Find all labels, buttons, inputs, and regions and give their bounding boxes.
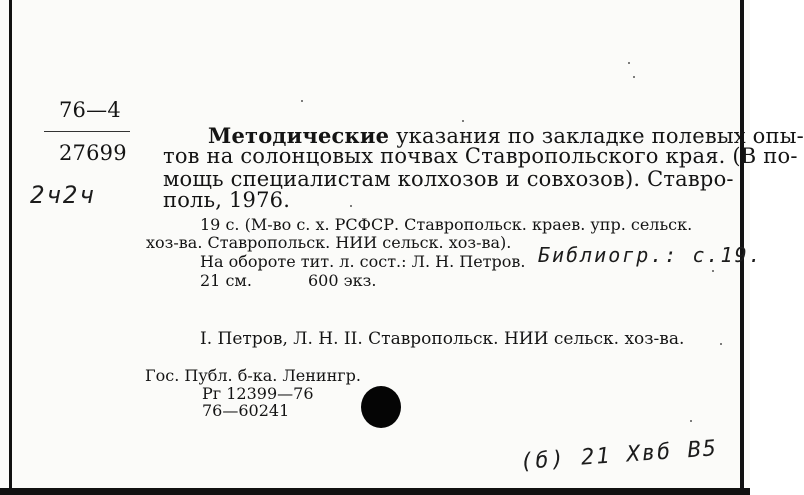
title-line-3: мощь специалистам колхозов и совхозов). Ставро-: [163, 167, 734, 191]
collation-line-3: На обороте тит. л. сост.: Л. Н. Петров.: [200, 252, 526, 271]
handwritten-bottom-right: (б) 21 Хвб В5: [519, 436, 719, 475]
shelfmark-rule: [44, 131, 130, 132]
card-bottom-edge: [0, 488, 750, 495]
title-line-2: тов на солонцовых почвах Ставропольского края. (В по-: [163, 144, 798, 168]
holding-line-2: Рг 12399—76: [202, 384, 314, 403]
holding-line-1: Гос. Публ. б-ка. Ленингр.: [145, 366, 361, 385]
speck: [690, 420, 692, 422]
handwritten-bibliography: Библиогр.: с.19.: [538, 243, 763, 267]
speck: [712, 270, 714, 272]
copies-note: 600 экз.: [308, 271, 377, 290]
collation-line-1: 19 с. (М-во с. х. РСФСР. Ставропольск. краев. упр. сельск.: [200, 215, 693, 234]
punch-hole: [361, 386, 401, 428]
handwritten-mark-left: 2ч2ч: [30, 181, 96, 209]
holding-line-3: 76—60241: [202, 401, 290, 420]
card-left-edge: [9, 0, 12, 495]
speck: [628, 62, 630, 64]
size-note: 21 см.: [200, 271, 252, 290]
tracings: I. Петров, Л. Н. II. Ставропольск. НИИ сельск. хоз-ва.: [200, 329, 685, 349]
speck: [350, 205, 352, 207]
title-heading: Методические: [208, 123, 390, 148]
speck: [720, 343, 722, 345]
collation-line-2: хоз-ва. Ставропольск. НИИ сельск. хоз-ва).: [146, 233, 512, 252]
speck: [301, 100, 303, 102]
title-line-1-text: указания по закладке полевых опы-: [389, 124, 804, 148]
accession-number: 27699: [59, 141, 127, 165]
title-line-4: поль, 1976.: [163, 188, 291, 212]
speck: [633, 76, 635, 78]
speck: [462, 120, 464, 122]
shelfmark: 76—4: [59, 98, 121, 122]
